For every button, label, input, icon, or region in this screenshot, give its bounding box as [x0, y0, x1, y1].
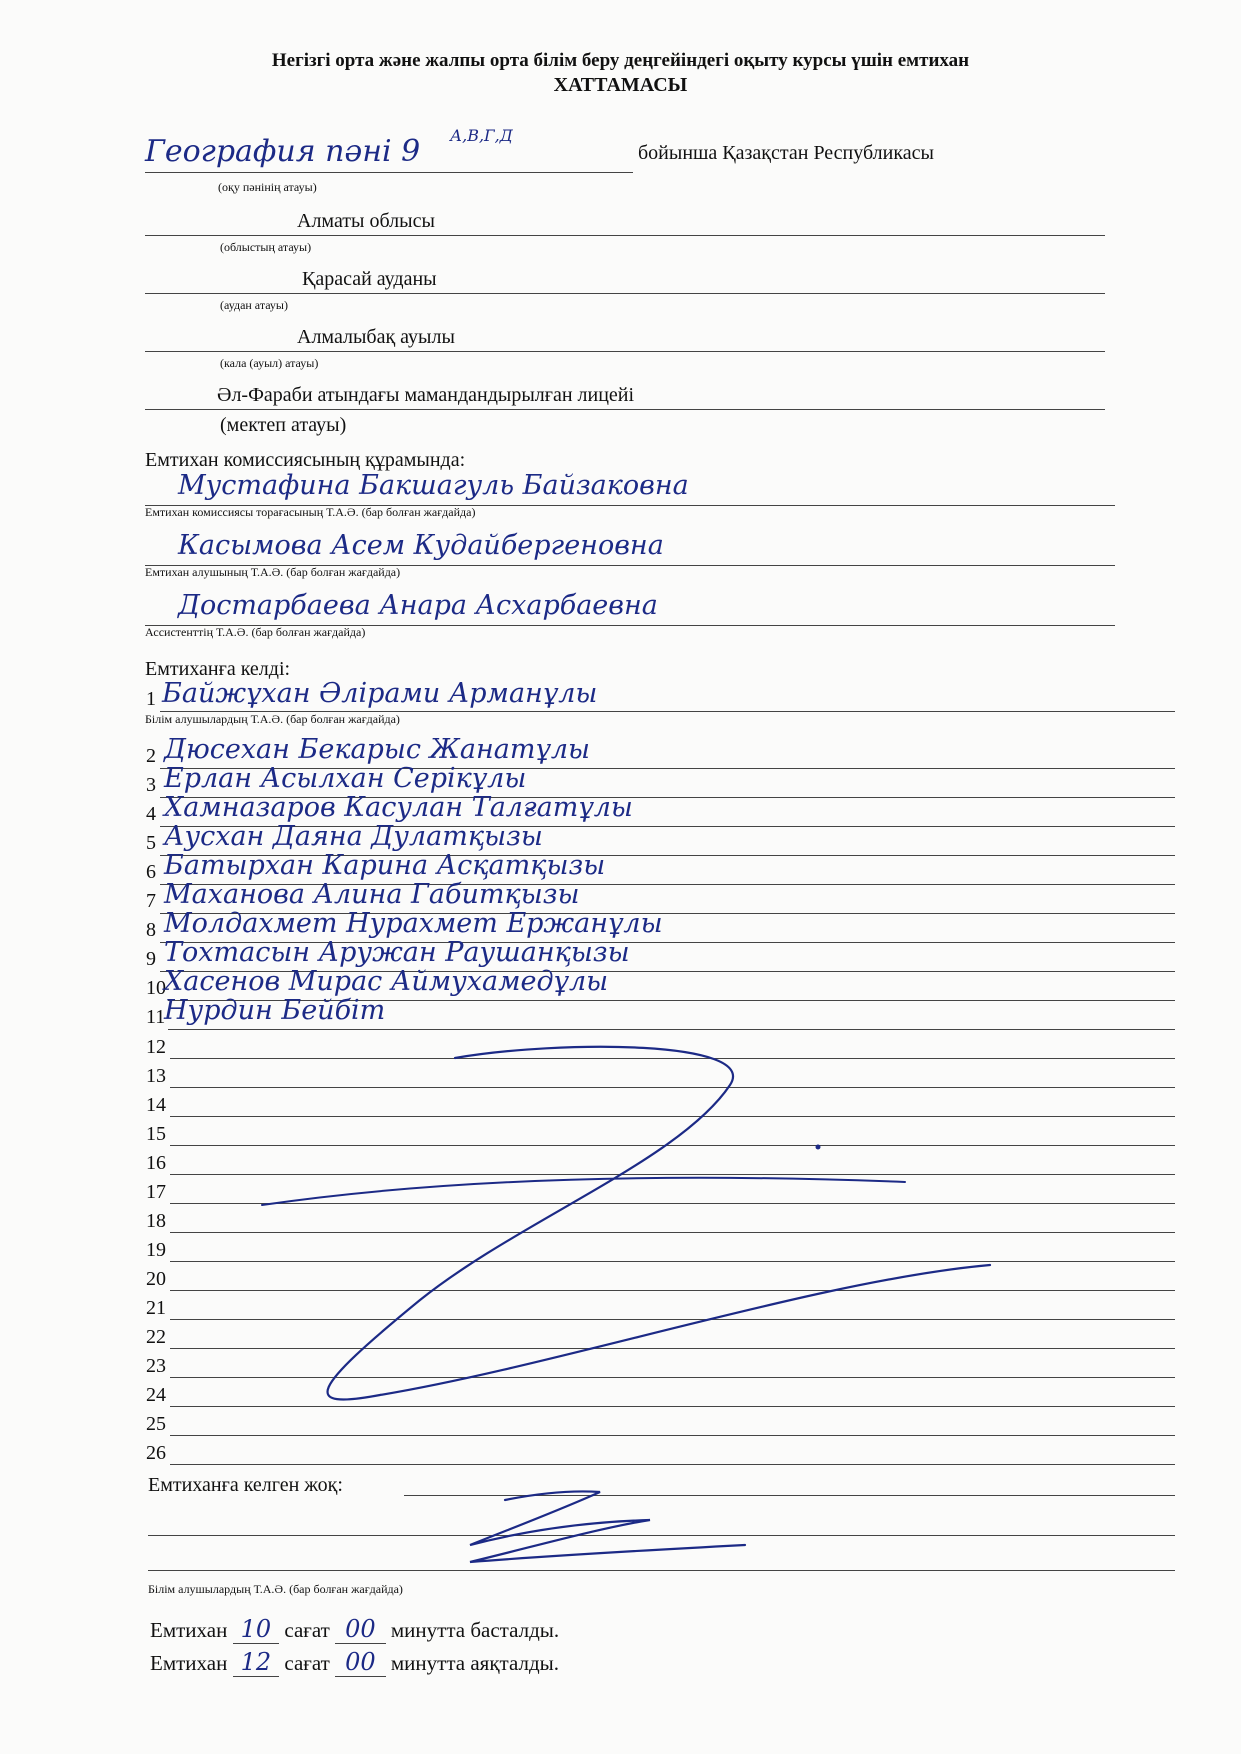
student-name: Аусхан Даяна Дулатқызы	[164, 821, 543, 852]
student-name: Байжұхан Әлірами Арманұлы	[162, 678, 598, 709]
chair-name: Мустафина Бакшагуль Байзаковна	[178, 470, 689, 501]
student-name: Молдахмет Нурахмет Ержанұлы	[164, 908, 663, 939]
village-caption: (кала (ауыл) атауы)	[220, 356, 319, 370]
row-number: 11	[146, 1006, 166, 1028]
row-number: 1	[146, 688, 156, 710]
row-number: 23	[146, 1355, 166, 1377]
row-number: 16	[146, 1152, 166, 1174]
row-number: 10	[146, 977, 166, 999]
row-number: 5	[146, 832, 156, 854]
student-name: Дюсехан Бекарыс Жанатұлы	[164, 734, 591, 765]
row-number: 19	[146, 1239, 166, 1261]
end-prefix: Емтихан	[150, 1651, 228, 1675]
row-number: 18	[146, 1210, 166, 1232]
end-hour: 12	[233, 1648, 280, 1677]
grades-superscript: А,В,Г,Д	[450, 126, 513, 145]
row-number: 12	[146, 1036, 166, 1058]
student-name: Нурдин Бейбіт	[164, 995, 386, 1026]
row-number: 7	[146, 890, 156, 912]
examiner-caption: Емтихан алушының Т.А.Ә. (бар болған жағдайда)	[145, 565, 401, 579]
end-minute: 00	[335, 1648, 386, 1677]
examiner-name: Касымова Асем Кудайбергеновна	[178, 530, 664, 561]
chair-caption: Емтихан комиссиясы торағасының Т.А.Ә. (бар болған жағдайда)	[145, 505, 476, 519]
start-hour-word: сағат	[284, 1618, 330, 1642]
row-number: 15	[146, 1123, 166, 1145]
region-value: Алматы облысы	[297, 210, 435, 232]
row-number: 21	[146, 1297, 166, 1319]
row-number: 26	[146, 1442, 166, 1464]
row-number: 14	[146, 1094, 166, 1116]
start-hour: 10	[233, 1615, 280, 1644]
end-hour-word: сағат	[284, 1651, 330, 1675]
assistant-caption: Ассистенттің Т.А.Ә. (бар болған жағдайда)	[145, 625, 366, 639]
student-name: Хамназаров Касулан Талғатұлы	[164, 792, 633, 823]
student-name: Хасенов Мирас Аймухамедұлы	[164, 966, 609, 997]
row-caption: Білім алушылардың Т.А.Ә. (бар болған жағдайда)	[145, 712, 400, 726]
school-value: Әл-Фараби атындағы мамандандырылған лицейі	[217, 384, 635, 406]
subject-caption: (оқу пәнінің атауы)	[218, 180, 317, 194]
region-caption: (облыстың атауы)	[220, 240, 312, 254]
start-minute: 00	[335, 1615, 386, 1644]
school-caption: (мектеп атауы)	[220, 414, 347, 436]
student-name: Маханова Алина Габитқызы	[164, 879, 580, 910]
row-number: 8	[146, 919, 156, 941]
row-number: 2	[146, 745, 156, 767]
subject-handwritten: География пәні 9	[145, 134, 421, 169]
start-suffix: минутта басталды.	[390, 1618, 560, 1642]
row-number: 24	[146, 1384, 166, 1406]
village-value: Алмалыбақ ауылы	[297, 326, 455, 348]
row-number: 6	[146, 861, 156, 883]
assistant-name: Достарбаева Анара Асхарбаевна	[178, 590, 658, 621]
student-name: Ерлан Асылхан Серікұлы	[164, 763, 527, 794]
row-number: 20	[146, 1268, 166, 1290]
document-subtitle: ХАТТАМАСЫ	[553, 74, 688, 96]
absent-heading: Емтиханға келген жоқ:	[148, 1474, 343, 1496]
row-number: 17	[146, 1181, 166, 1203]
row-number: 3	[146, 774, 156, 796]
row-number: 13	[146, 1065, 166, 1087]
district-value: Қарасай ауданы	[302, 268, 437, 290]
row-number: 22	[146, 1326, 166, 1348]
commission-heading: Емтихан комиссиясының құрамында:	[145, 449, 466, 471]
absent-caption: Білім алушылардың Т.А.Ә. (бар болған жағдайда)	[148, 1582, 403, 1596]
district-caption: (аудан атауы)	[220, 298, 288, 312]
student-name: Батырхан Карина Асқатқызы	[164, 850, 606, 881]
start-prefix: Емтихан	[150, 1618, 228, 1642]
subject-suffix: бойынша Қазақстан Республикасы	[638, 142, 934, 164]
row-number: 25	[146, 1413, 166, 1435]
row-number: 4	[146, 803, 156, 825]
attended-heading: Емтиханға келді:	[145, 658, 291, 680]
row-number: 9	[146, 948, 156, 970]
document-title: Негізгі орта және жалпы орта білім беру деңгейіндегі оқыту курсы үшін емтихан	[271, 50, 970, 71]
student-name: Тохтасын Аружан Раушанқызы	[164, 937, 630, 968]
end-suffix: минутта аяқталды.	[390, 1651, 559, 1675]
